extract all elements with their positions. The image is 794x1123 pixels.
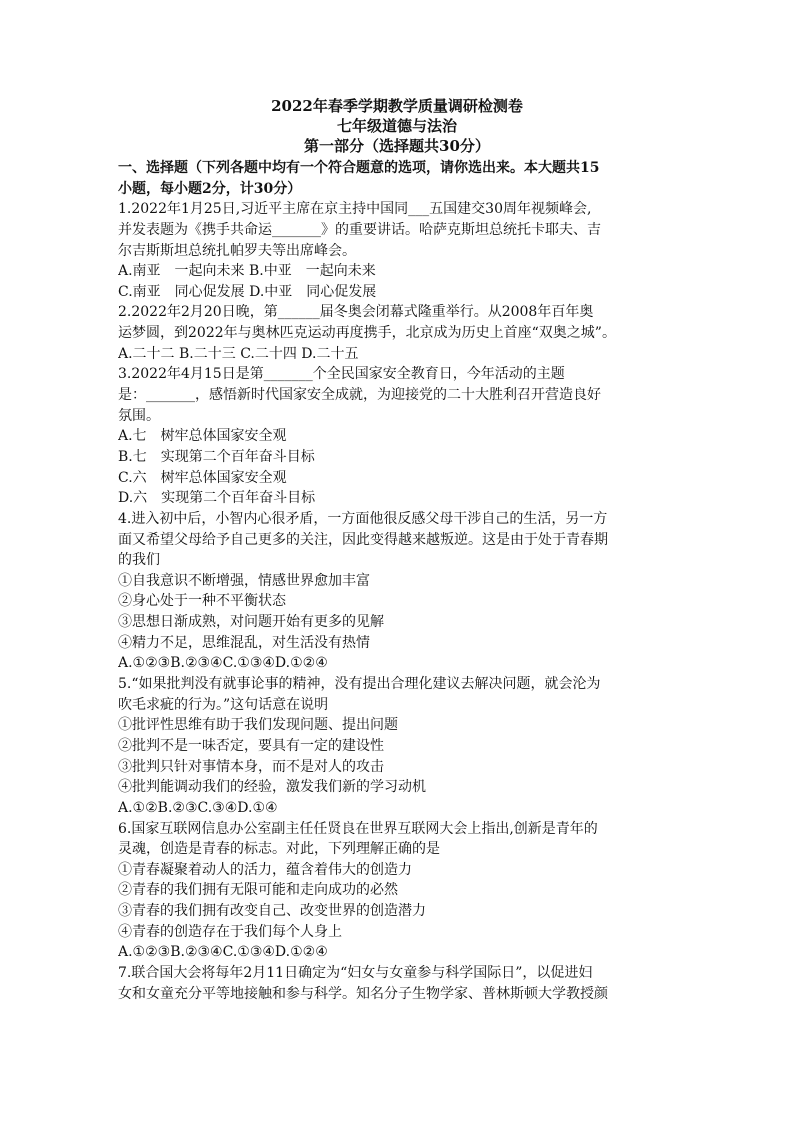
text-line: ④批判能调动我们的经验，激发我们新的学习动机 (118, 779, 426, 796)
text-line: 面又希望父母给予自己更多的关注，因此变得越来越叛逆。这是由于处于青春期 (118, 531, 608, 548)
text-line: 6.国家互联网信息办公室副主任任贤良在世界互联网大会上指出,创新是青年的 (118, 820, 598, 837)
text-line: ②身心处于一种不平衡状态 (118, 593, 286, 610)
text-line: 运梦圆，到2022年与奥林匹克运动再度携手，北京成为历史上首座“双奥之城”。 (118, 325, 616, 342)
text-line: 的我们 (118, 552, 160, 569)
text-line: 女和女童充分平等地接触和参与科学。知名分子生物学家、普林斯顿大学教授颜 (118, 985, 608, 1002)
text-line: C.南亚 同心促发展 D.中亚 同心促发展 (118, 283, 377, 300)
text-line: 并发表题为《携手共命运_______》的重要讲话。哈萨克斯坦总统托卡耶夫、吉 (118, 221, 601, 238)
text-line: A.南亚 一起向未来 B.中亚 一起向未来 (118, 263, 376, 280)
text-line: 吹毛求疵的行为。”这句话意在说明 (118, 696, 329, 713)
exam-subject: 七年级道德与法治 (336, 117, 457, 135)
text-line: 5.“如果批判没有就事论事的精神，没有提出合理化建议去解决问题，就会沦为 (118, 676, 601, 693)
text-line: ③青春的我们拥有改变自己、改变世界的创造潜力 (118, 903, 426, 920)
section-heading-line: 小题，每小题2分，计30分） (118, 180, 302, 197)
text-line: ②批判不是一味否定，要具有一定的建设性 (118, 737, 384, 754)
text-line: B.七 实现第二个百年奋斗目标 (118, 448, 315, 465)
text-line: ②青春的我们拥有无限可能和走向成功的必然 (118, 882, 398, 899)
text-line: 2.2022年2月20日晚，第______届冬奥会闭幕式隆重举行。从2008年百年奥 (118, 304, 594, 321)
section-heading-line: 一、选择题（下列各题中均有一个符合题意的选项，请你选出来。本大题共15 (118, 160, 600, 176)
text-line: ①自我意识不断增强，情感世界愈加丰富 (118, 572, 370, 589)
exam-title: 2022年春季学期教学质量调研检测卷 (271, 97, 523, 115)
text-line: ①批评性思维有助于我们发现问题、提出问题 (118, 717, 398, 734)
text-line: A.①②B.②③C.③④D.①④ (118, 799, 278, 816)
text-line: 灵魂，创造是青春的标志。对此，下列理解正确的是 (118, 841, 440, 858)
text-line: ④精力不足，思维混乱，对生活没有热情 (118, 634, 370, 651)
text-line: ①青春凝聚着动人的活力，蕴含着伟大的创造力 (118, 861, 412, 878)
text-line: 尔吉斯斯坦总统扎帕罗夫等出席峰会。 (118, 242, 356, 259)
text-line: 1.2022年1月25日,习近平主席在京主持中国同___五国建交30周年视频峰会, (118, 201, 592, 218)
text-line: 是：_______，感悟新时代国家安全成就，为迎接党的二十大胜利召开营造良好 (118, 387, 601, 404)
text-line: ③批判只针对事情本身，而不是对人的攻击 (118, 758, 384, 775)
text-line: C.六 树牢总体国家安全观 (118, 469, 287, 486)
section-part-title: 第一部分（选择题共30分） (304, 137, 490, 155)
text-line: D.六 实现第二个百年奋斗目标 (118, 490, 316, 507)
text-line: A.七 树牢总体国家安全观 (118, 428, 287, 445)
text-line: 氛围。 (118, 407, 160, 424)
text-line: A.①②③B.②③④C.①③④D.①②④ (118, 655, 328, 672)
text-line: 4.进入初中后，小智内心很矛盾，一方面他很反感父母干涉自己的生活，另一方 (118, 510, 608, 527)
exam-body (118, 158, 678, 1004)
text-line: ④青春的创造存在于我们每个人身上 (118, 923, 342, 940)
exam-header (0, 96, 794, 156)
text-line: A.①②③B.②③④C.①③④D.①②④ (118, 944, 328, 961)
text-line: 3.2022年4月15日是第_______个全民国家安全教育日，今年活动的主题 (118, 366, 565, 383)
text-line: ③思想日渐成熟，对问题开始有更多的见解 (118, 614, 384, 631)
text-line: A.二十二 B.二十三 C.二十四 D.二十五 (118, 345, 359, 362)
text-line: 7.联合国大会将每年2月11日确定为“妇女与女童参与科学国际日”，以促进妇 (118, 964, 593, 981)
